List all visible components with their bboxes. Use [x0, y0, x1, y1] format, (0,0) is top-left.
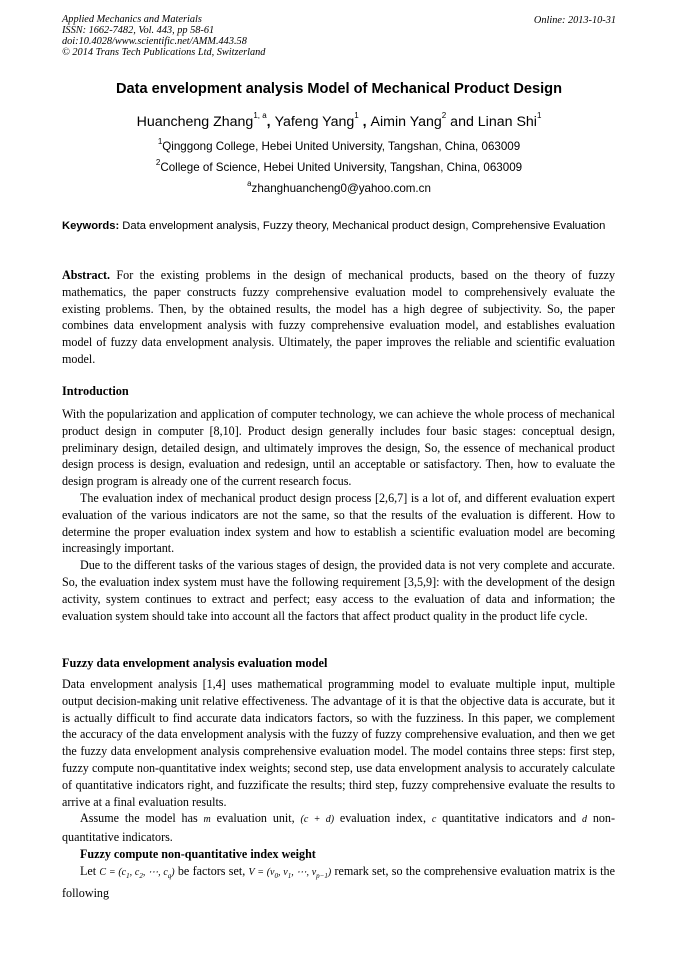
keywords-text: Data envelopment analysis, Fuzzy theory, Mechanical product design, Comprehensive Evaluation: [119, 220, 606, 232]
affiliation: [0, 158, 678, 174]
paragraph: Data envelopment analysis [1,4] uses mathematical programming model to evaluate multiple input, multiple output decision-making unit relative effectiveness. The advantage of it is that the objective data is accurate, but it is actually difficult to find accurate data indicators factors, so with the fuzziness. In this paper, we complement the accuracy of the data envelopment analysis with the fuzzy of fuzzy comprehensive evaluation, and then we get the fuzzy data envelopment analysis comprehensive evaluation model. The model contains three steps: first step, fuzzy compute non-quantitative index weights; second step, use data envelopment analysis to accurately calculate of quantitative indicators right, and fuzzificate the results; third step, fuzzy comprehensive evaluate the results to arrive at a final evaluation results.: [62, 677, 615, 809]
paragraph: Assume the model has m evaluation unit, (c + d) evaluation index, c quantitative indicators and d non-quantitative indicators.: [62, 811, 615, 845]
subsection-heading: Fuzzy compute non-quantitative index weight: [80, 846, 316, 861]
affiliation-superscript: 2: [155, 158, 161, 167]
author-separator: ,: [358, 114, 371, 130]
math-symbol: d: [581, 814, 587, 826]
author-superscript: 1: [354, 111, 359, 120]
author-email: [0, 179, 678, 195]
math-symbol: c: [431, 814, 437, 826]
author-superscript: 1, a: [253, 111, 267, 120]
issn-line: ISSN: 1662-7482, Vol. 443, pp 58-61: [62, 25, 215, 36]
affiliation: [0, 137, 678, 153]
affiliation-text: College of Science, Hebei United University, Tangshan, China, 063009: [160, 161, 523, 174]
math-expression-factor-set: $C = (c_1$, $c_2$, ⋯, $c_q$): [99, 866, 175, 880]
keywords: [62, 219, 615, 233]
keywords-label: Keywords:: [62, 220, 120, 232]
abstract-label: Abstract.: [62, 268, 111, 282]
doi-line: doi:10.4028/www.scientific.net/AMM.443.58: [62, 36, 247, 47]
fuzzy-section-body: [62, 676, 615, 901]
copyright-line: © 2014 Trans Tech Publications Ltd, Switzerland: [62, 47, 266, 58]
math-expression-remark-set: $V = (v_0$, $v_1$, ⋯, $v_{p-1}$): [248, 866, 332, 880]
section-heading-introduction: Introduction: [62, 384, 129, 398]
affiliation-superscript: 1: [157, 137, 163, 146]
journal-name: Applied Mechanics and Materials: [62, 14, 202, 25]
author-name: Yafeng Yang: [274, 114, 355, 130]
author-name: Huancheng Zhang: [136, 114, 254, 130]
paragraph: Due to the different tasks of the various stages of design, the provided data is not very complete and accurate. So, the evaluation index system must have the following requirement [3,5,9]: with the development of the design activity, system continues to extract and perfect; easy access to the evaluation of data and information; the evaluation system should take into account all the factors that affect product quality in the product life cycle.: [62, 558, 615, 623]
abstract: [62, 267, 615, 368]
author-name: Aimin Yang: [370, 114, 442, 130]
section-heading-fuzzy-dea: Fuzzy data envelopment analysis evaluation model: [62, 656, 328, 670]
math-symbol: m: [203, 814, 211, 826]
paragraph: The evaluation index of mechanical product design process [2,6,7] is a lot of, and different evaluation expert evaluation of the various indicators are not the same, so that the results of the evaluation is different. How to determine the proper evaluation index system and how to establish a scientific evaluation model are becoming increasingly important.: [62, 490, 615, 556]
affiliation-superscript: a: [247, 179, 252, 188]
author-superscript: 1: [536, 111, 542, 120]
email-text: zhanghuancheng0@yahoo.com.cn: [251, 182, 431, 195]
author-name: Linan Shi: [477, 114, 537, 130]
affiliation-text: Qinggong College, Hebei United University, Tangshan, China, 063009: [162, 140, 521, 153]
author-separator: ,: [266, 114, 275, 130]
math-expression: (c + d): [300, 814, 335, 826]
author-list: [0, 111, 678, 130]
author-separator: and: [446, 114, 478, 130]
paper-title: Data envelopment analysis Model of Mechanical Product Design: [115, 81, 563, 97]
paragraph: With the popularization and application of computer technology, we can achieve the whole process of mechanical product design in computer [8,10]. Product design generally includes four basic stages: conceptual design, preliminary design, detailed design, and ultimately improves the design, So, the essence of mechanical product design process is design, evaluation and redesign, until an acceptable or satisfactory. Then, how to evaluate the design program is already one of the current research focus.: [62, 407, 615, 489]
online-date: Online: 2013-10-31: [533, 15, 616, 26]
paragraph: Let $C = (c_1$, $c_2$, ⋯, $c_q$) be factors set, $V = (v_0$, $v_1$, ⋯, $v_{p-1}$) remark set, so the comprehensive evaluation matrix is the following: [62, 863, 615, 900]
introduction-body: [62, 406, 615, 624]
author-superscript: 2: [441, 111, 447, 120]
abstract-text: For the existing problems in the design of mechanical products, based on the theory of fuzzy mathematics, the paper constructs fuzzy comprehensive evaluation model to comprehensively evaluate the existing problems. Then, by the obtained results, the model has a high degree of subjectivity. So, the paper combines data envelopment analysis with fuzzy comprehensive evaluation model, and establishes evaluation model of fuzzy data envelopment analysis. Ultimately, the paper improves the reliable and scientific evaluation model.: [62, 268, 615, 366]
